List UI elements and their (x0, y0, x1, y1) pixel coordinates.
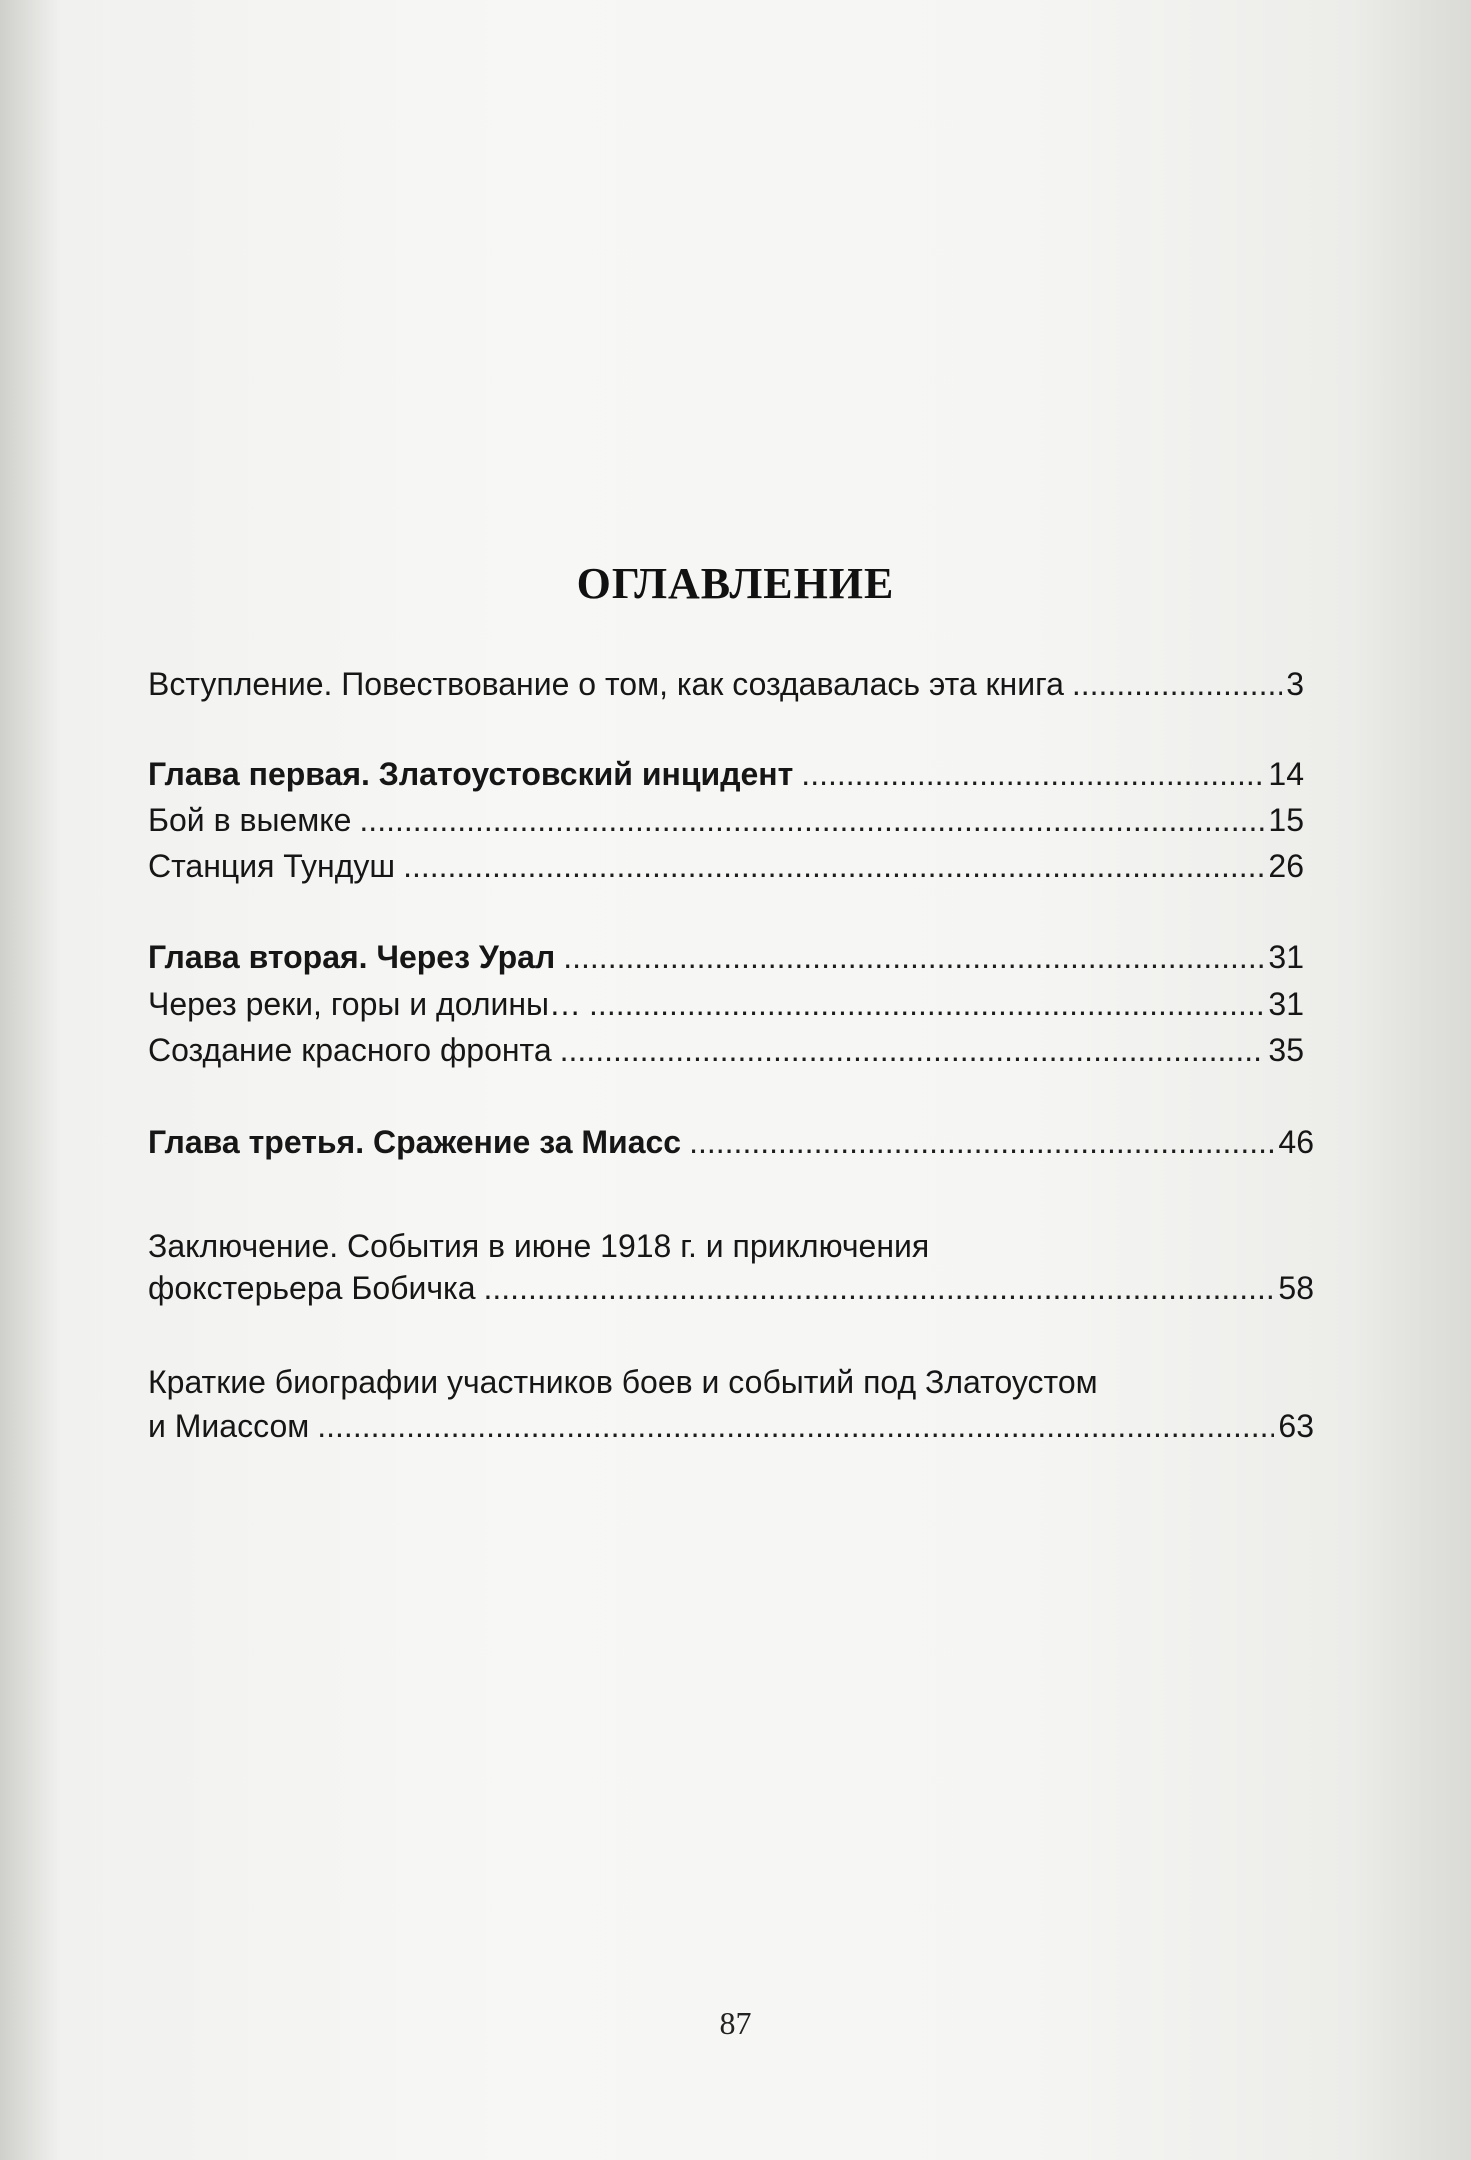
toc-entry-section (148, 844, 1304, 888)
toc-entry-page: 15 (1268, 802, 1304, 838)
page-number: 87 (719, 2005, 752, 2041)
dot-leader (563, 935, 1264, 979)
toc-entry-section (148, 798, 1304, 842)
dot-leader (801, 752, 1264, 796)
toc-entry-text: Глава первая. Златоустовский инцидент (148, 756, 794, 792)
dot-leader (1072, 662, 1282, 706)
toc-entry-page: 35 (1268, 1032, 1304, 1068)
toc-entry-conclusion (148, 1266, 1314, 1310)
toc-entry-chapter-2 (148, 935, 1304, 979)
toc-entry-page: 3 (1286, 666, 1304, 702)
dot-leader (560, 1028, 1265, 1072)
toc-entry-page: 14 (1268, 756, 1304, 792)
toc-entry-introduction (148, 662, 1304, 706)
toc-entry-page: 26 (1268, 848, 1304, 884)
page-shadow-right (1351, 0, 1471, 2160)
toc-entry-page: 58 (1278, 1270, 1314, 1306)
toc-entry-section (148, 982, 1304, 1026)
dot-leader (589, 982, 1264, 1026)
toc-entry-conclusion-line1: Заключение. События в июне 1918 г. и приключения (148, 1228, 930, 1264)
dot-leader (317, 1404, 1274, 1448)
dot-leader (403, 844, 1264, 888)
toc-entry-page: 63 (1278, 1408, 1314, 1444)
page-shadow-left (0, 0, 60, 2160)
toc-entry-chapter-3 (148, 1120, 1314, 1164)
toc-entry-text: Через реки, горы и долины… (148, 986, 582, 1022)
toc-entry-biographies (148, 1404, 1314, 1448)
toc-entry-chapter-1 (148, 752, 1304, 796)
toc-entry-text: Глава третья. Сражение за Миасс (148, 1124, 682, 1160)
toc-entry-text: и Миассом (148, 1408, 310, 1444)
toc-entry-page: 31 (1268, 939, 1304, 975)
toc-entry-page: 31 (1268, 986, 1304, 1022)
toc-entry-text: Создание красного фронта (148, 1032, 552, 1068)
toc-entry-biographies-line1: Краткие биографии участников боев и событий под Златоустом (148, 1364, 1098, 1400)
toc-entry-section (148, 1028, 1304, 1072)
toc-heading: ОГЛАВЛЕНИЕ (576, 559, 895, 608)
toc-entry-text: Бой в выемке (148, 802, 352, 838)
toc-entry-text: Вступление. Повествование о том, как создавалась эта книга (148, 666, 1064, 702)
toc-entry-text: фокстерьера Бобичка (148, 1270, 476, 1306)
toc-entry-text: Станция Тундуш (148, 848, 396, 884)
toc-entry-page: 46 (1278, 1124, 1314, 1160)
dot-leader (359, 798, 1264, 842)
dot-leader (484, 1266, 1275, 1310)
toc-entry-text: Глава вторая. Через Урал (148, 939, 556, 975)
dot-leader (689, 1120, 1274, 1164)
